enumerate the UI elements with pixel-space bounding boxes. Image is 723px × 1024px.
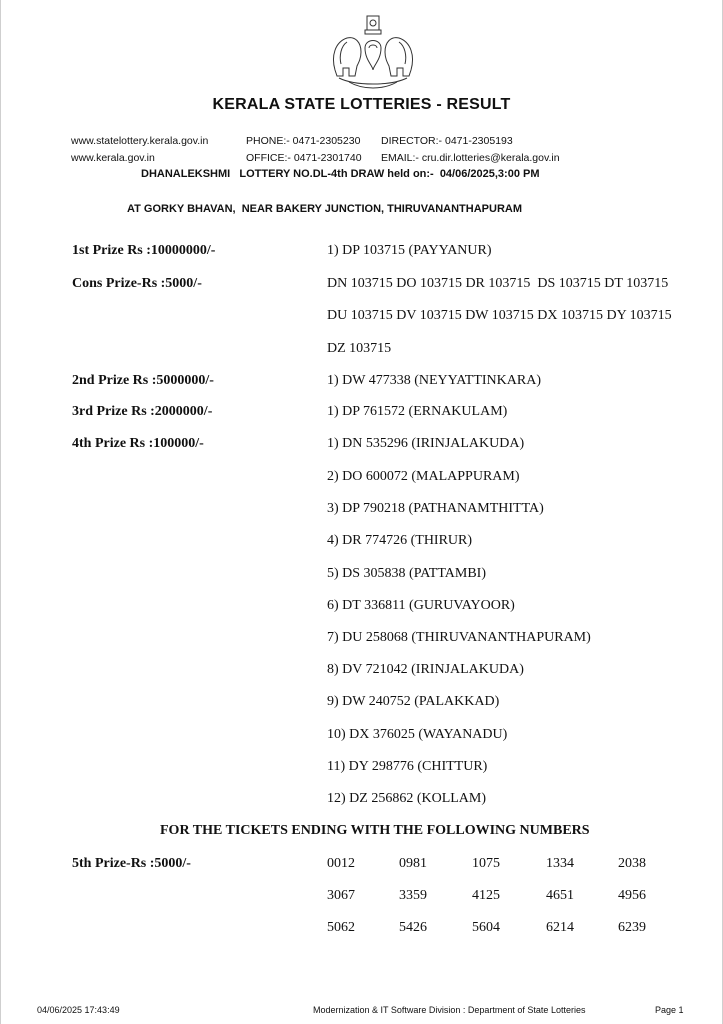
fourth-prize-result: 7) DU 258068 (THIRUVANANTHAPURAM): [327, 630, 591, 645]
second-prize-label: 2nd Prize Rs :5000000/-: [72, 373, 214, 388]
website-link[interactable]: www.statelottery.kerala.gov.in: [71, 135, 209, 147]
ending-numbers-heading: FOR THE TICKETS ENDING WITH THE FOLLOWING NUMBERS: [160, 823, 590, 838]
fourth-prize-result: 8) DV 721042 (IRINJALAKUDA): [327, 662, 524, 677]
ending-number: 3067: [327, 888, 355, 903]
ending-number: 5604: [472, 920, 500, 935]
ending-number: 3359: [399, 888, 427, 903]
state-emblem-icon: [329, 12, 417, 92]
phone-number: PHONE:- 0471-2305230: [246, 135, 361, 147]
ending-number: 6239: [618, 920, 646, 935]
ending-number: 6214: [546, 920, 574, 935]
ending-number: 5062: [327, 920, 355, 935]
fourth-prize-result: 3) DP 790218 (PATHANAMTHITTA): [327, 501, 544, 516]
ending-number: 0012: [327, 856, 355, 871]
ending-number: 4956: [618, 888, 646, 903]
fourth-prize-label: 4th Prize Rs :100000/-: [72, 436, 204, 451]
cons-prize-line: DU 103715 DV 103715 DW 103715 DX 103715 DY 103715: [327, 308, 672, 323]
page-title: KERALA STATE LOTTERIES - RESULT: [212, 96, 511, 113]
fourth-prize-result: 9) DW 240752 (PALAKKAD): [327, 694, 500, 709]
director-phone: DIRECTOR:- 0471-2305193: [381, 135, 513, 147]
fourth-prize-result: 4) DR 774726 (THIRUR): [327, 533, 473, 548]
third-prize-label: 3rd Prize Rs :2000000/-: [72, 404, 213, 419]
fourth-prize-result: 5) DS 305838 (PATTAMBI): [327, 566, 486, 581]
government-website-link[interactable]: www.kerala.gov.in: [71, 152, 155, 164]
footer-division: Modernization & IT Software Division : Department of State Lotteries: [313, 1005, 586, 1015]
fourth-prize-result: 11) DY 298776 (CHITTUR): [327, 759, 488, 774]
draw-info: DHANALEKSHMI LOTTERY NO.DL-4th DRAW held on:- 04/06/2025,3:00 PM: [141, 168, 540, 180]
third-prize-result: 1) DP 761572 (ERNAKULAM): [327, 404, 508, 419]
ending-number: 4125: [472, 888, 500, 903]
draw-venue: AT GORKY BHAVAN, NEAR BAKERY JUNCTION, THIRUVANANTHAPURAM: [127, 203, 522, 215]
page-left-border: [0, 0, 1, 1024]
ending-number: 5426: [399, 920, 427, 935]
first-prize-label: 1st Prize Rs :10000000/-: [72, 243, 216, 258]
fourth-prize-result: 6) DT 336811 (GURUVAYOOR): [327, 598, 515, 613]
cons-prize-label: Cons Prize-Rs :5000/-: [72, 276, 202, 291]
ending-number: 0981: [399, 856, 427, 871]
ending-number: 4651: [546, 888, 574, 903]
fourth-prize-result: 12) DZ 256862 (KOLLAM): [327, 791, 487, 806]
first-prize-result: 1) DP 103715 (PAYYANUR): [327, 243, 492, 258]
fourth-prize-result: 10) DX 376025 (WAYANADU): [327, 727, 508, 742]
fifth-prize-label: 5th Prize-Rs :5000/-: [72, 856, 191, 871]
office-phone: OFFICE:- 0471-2301740: [246, 152, 362, 164]
cons-prize-line: DN 103715 DO 103715 DR 103715 DS 103715 DT 103715: [327, 276, 669, 291]
second-prize-result: 1) DW 477338 (NEYYATTINKARA): [327, 373, 541, 388]
cons-prize-line: DZ 103715: [327, 341, 392, 356]
fourth-prize-result: 1) DN 535296 (IRINJALAKUDA): [327, 436, 525, 451]
email-address[interactable]: EMAIL:- cru.dir.lotteries@kerala.gov.in: [381, 152, 560, 164]
footer-page-number: Page 1: [655, 1005, 684, 1015]
ending-number: 2038: [618, 856, 646, 871]
footer-timestamp: 04/06/2025 17:43:49: [37, 1005, 120, 1015]
ending-number: 1075: [472, 856, 500, 871]
fourth-prize-result: 2) DO 600072 (MALAPPURAM): [327, 469, 520, 484]
ending-number: 1334: [546, 856, 574, 871]
